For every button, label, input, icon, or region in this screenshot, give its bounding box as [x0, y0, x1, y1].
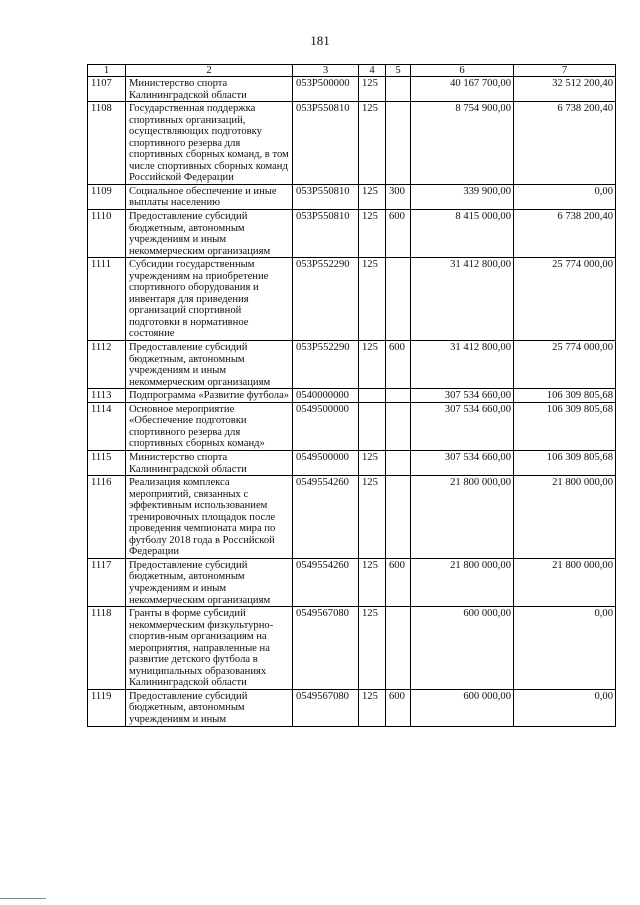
row-amount-1-cell: 339 900,00 [411, 184, 514, 209]
row-number-cell: 1107 [88, 77, 126, 102]
row-expense-type-cell [386, 389, 411, 403]
row-number-cell: 1119 [88, 689, 126, 726]
row-amount-1-cell: 8 415 000,00 [411, 210, 514, 258]
row-section-cell: 125 [359, 607, 386, 690]
column-header: 7 [514, 65, 616, 77]
row-amount-1-cell: 8 754 900,00 [411, 102, 514, 185]
row-code-cell: 0540000000 [293, 389, 359, 403]
column-header: 4 [359, 65, 386, 77]
row-name-cell: Предоставление субсидий бюджетным, автономным учреждениям и иным некоммерческим организациям [126, 558, 293, 606]
column-header: 6 [411, 65, 514, 77]
table-row [88, 77, 616, 102]
row-section-cell: 125 [359, 210, 386, 258]
row-code-cell: 053P500000 [293, 77, 359, 102]
row-name-cell: Министерство спорта Калининградской области [126, 77, 293, 102]
row-amount-1-cell: 600 000,00 [411, 689, 514, 726]
row-amount-1-cell: 21 800 000,00 [411, 476, 514, 559]
row-code-cell: 0549500000 [293, 450, 359, 475]
table-row [88, 607, 616, 690]
table-row [88, 389, 616, 403]
row-expense-type-cell [386, 476, 411, 559]
row-section-cell: 125 [359, 341, 386, 389]
column-header: 5 [386, 65, 411, 77]
row-name-cell: Реализация комплекса мероприятий, связанных с эффективным использованием тренировочных площадок после проведения чемпионата мира по футболу 2018 года в Российской Федерации [126, 476, 293, 559]
budget-table [87, 64, 616, 727]
row-expense-type-cell: 600 [386, 558, 411, 606]
row-expense-type-cell [386, 450, 411, 475]
row-amount-2-cell: 21 800 000,00 [514, 476, 616, 559]
row-code-cell: 053P552290 [293, 258, 359, 341]
row-section-cell: 125 [359, 689, 386, 726]
row-amount-2-cell: 21 800 000,00 [514, 558, 616, 606]
row-amount-1-cell: 600 000,00 [411, 607, 514, 690]
row-name-cell: Министерство спорта Калининградской области [126, 450, 293, 475]
row-number-cell: 1113 [88, 389, 126, 403]
row-amount-1-cell: 40 167 700,00 [411, 77, 514, 102]
row-amount-2-cell: 0,00 [514, 184, 616, 209]
row-section-cell: 125 [359, 558, 386, 606]
row-section-cell: 125 [359, 184, 386, 209]
row-amount-2-cell: 106 309 805,68 [514, 402, 616, 450]
row-name-cell: Основное мероприятие «Обеспечение подготовки спортивного резерва для спортивных сборных команд» [126, 402, 293, 450]
table-row [88, 102, 616, 185]
table-row [88, 258, 616, 341]
page-number: 181 [310, 33, 330, 48]
row-code-cell: 0549567080 [293, 607, 359, 690]
row-amount-1-cell: 31 412 800,00 [411, 258, 514, 341]
row-amount-2-cell: 0,00 [514, 607, 616, 690]
row-expense-type-cell: 300 [386, 184, 411, 209]
row-amount-2-cell: 6 738 200,40 [514, 102, 616, 185]
row-amount-2-cell: 6 738 200,40 [514, 210, 616, 258]
row-section-cell: 125 [359, 77, 386, 102]
row-amount-2-cell: 0,00 [514, 689, 616, 726]
row-amount-1-cell: 307 534 660,00 [411, 402, 514, 450]
row-code-cell: 0549554260 [293, 476, 359, 559]
row-amount-1-cell: 307 534 660,00 [411, 389, 514, 403]
table-row [88, 402, 616, 450]
row-section-cell: 125 [359, 450, 386, 475]
row-code-cell: 0549554260 [293, 558, 359, 606]
footer-divider [0, 898, 46, 899]
row-code-cell: 0549567080 [293, 689, 359, 726]
table-row [88, 558, 616, 606]
column-header: 3 [293, 65, 359, 77]
row-section-cell [359, 402, 386, 450]
row-expense-type-cell: 600 [386, 689, 411, 726]
row-code-cell: 0549500000 [293, 402, 359, 450]
row-expense-type-cell [386, 607, 411, 690]
table-row [88, 476, 616, 559]
row-number-cell: 1111 [88, 258, 126, 341]
row-name-cell: Предоставление субсидий бюджетным, автономным учреждениям и иным некоммерческим организациям [126, 341, 293, 389]
row-section-cell [359, 389, 386, 403]
row-code-cell: 053P552290 [293, 341, 359, 389]
row-section-cell: 125 [359, 258, 386, 341]
row-name-cell: Государственная поддержка спортивных организаций, осуществляющих подготовку спортивного резерва для спортивных сборных команд, в том числе спортивных сборных команд Российской Федерации [126, 102, 293, 185]
row-name-cell: Социальное обеспечение и иные выплаты населению [126, 184, 293, 209]
row-name-cell: Гранты в форме субсидий некоммерческим физкультурно-спортив-ным организациям на мероприятия, направленные на развитие детского футбола в муниципальных образованиях Калининградской области [126, 607, 293, 690]
row-expense-type-cell: 600 [386, 341, 411, 389]
row-section-cell: 125 [359, 476, 386, 559]
row-name-cell: Предоставление субсидий бюджетным, автономным учреждениям и иным некоммерческим организациям [126, 210, 293, 258]
row-amount-1-cell: 21 800 000,00 [411, 558, 514, 606]
row-name-cell: Подпрограмма «Развитие футбола» [126, 389, 293, 403]
row-expense-type-cell [386, 258, 411, 341]
row-number-cell: 1117 [88, 558, 126, 606]
row-section-cell: 125 [359, 102, 386, 185]
row-name-cell: Предоставление субсидий бюджетным, автономным учреждениям и иным [126, 689, 293, 726]
row-number-cell: 1118 [88, 607, 126, 690]
row-code-cell: 053P550810 [293, 210, 359, 258]
row-number-cell: 1110 [88, 210, 126, 258]
row-code-cell: 053P550810 [293, 184, 359, 209]
row-amount-2-cell: 106 309 805,68 [514, 389, 616, 403]
row-amount-1-cell: 31 412 800,00 [411, 341, 514, 389]
table-row [88, 689, 616, 726]
row-number-cell: 1108 [88, 102, 126, 185]
table-header-row [88, 65, 616, 77]
row-number-cell: 1109 [88, 184, 126, 209]
row-expense-type-cell [386, 77, 411, 102]
column-header: 1 [88, 65, 126, 77]
row-name-cell: Субсидии государственным учреждениям на приобретение спортивного оборудования и инвентаря для приведения организаций спортивной подготовки в нормативное состояние [126, 258, 293, 341]
row-amount-1-cell: 307 534 660,00 [411, 450, 514, 475]
row-number-cell: 1112 [88, 341, 126, 389]
row-number-cell: 1114 [88, 402, 126, 450]
table-row [88, 450, 616, 475]
row-amount-2-cell: 32 512 200,40 [514, 77, 616, 102]
column-header: 2 [126, 65, 293, 77]
row-expense-type-cell: 600 [386, 210, 411, 258]
row-number-cell: 1115 [88, 450, 126, 475]
row-number-cell: 1116 [88, 476, 126, 559]
table-row [88, 341, 616, 389]
row-expense-type-cell [386, 402, 411, 450]
table-row [88, 184, 616, 209]
row-amount-2-cell: 106 309 805,68 [514, 450, 616, 475]
row-amount-2-cell: 25 774 000,00 [514, 258, 616, 341]
row-code-cell: 053P550810 [293, 102, 359, 185]
row-expense-type-cell [386, 102, 411, 185]
table-row [88, 210, 616, 258]
row-amount-2-cell: 25 774 000,00 [514, 341, 616, 389]
